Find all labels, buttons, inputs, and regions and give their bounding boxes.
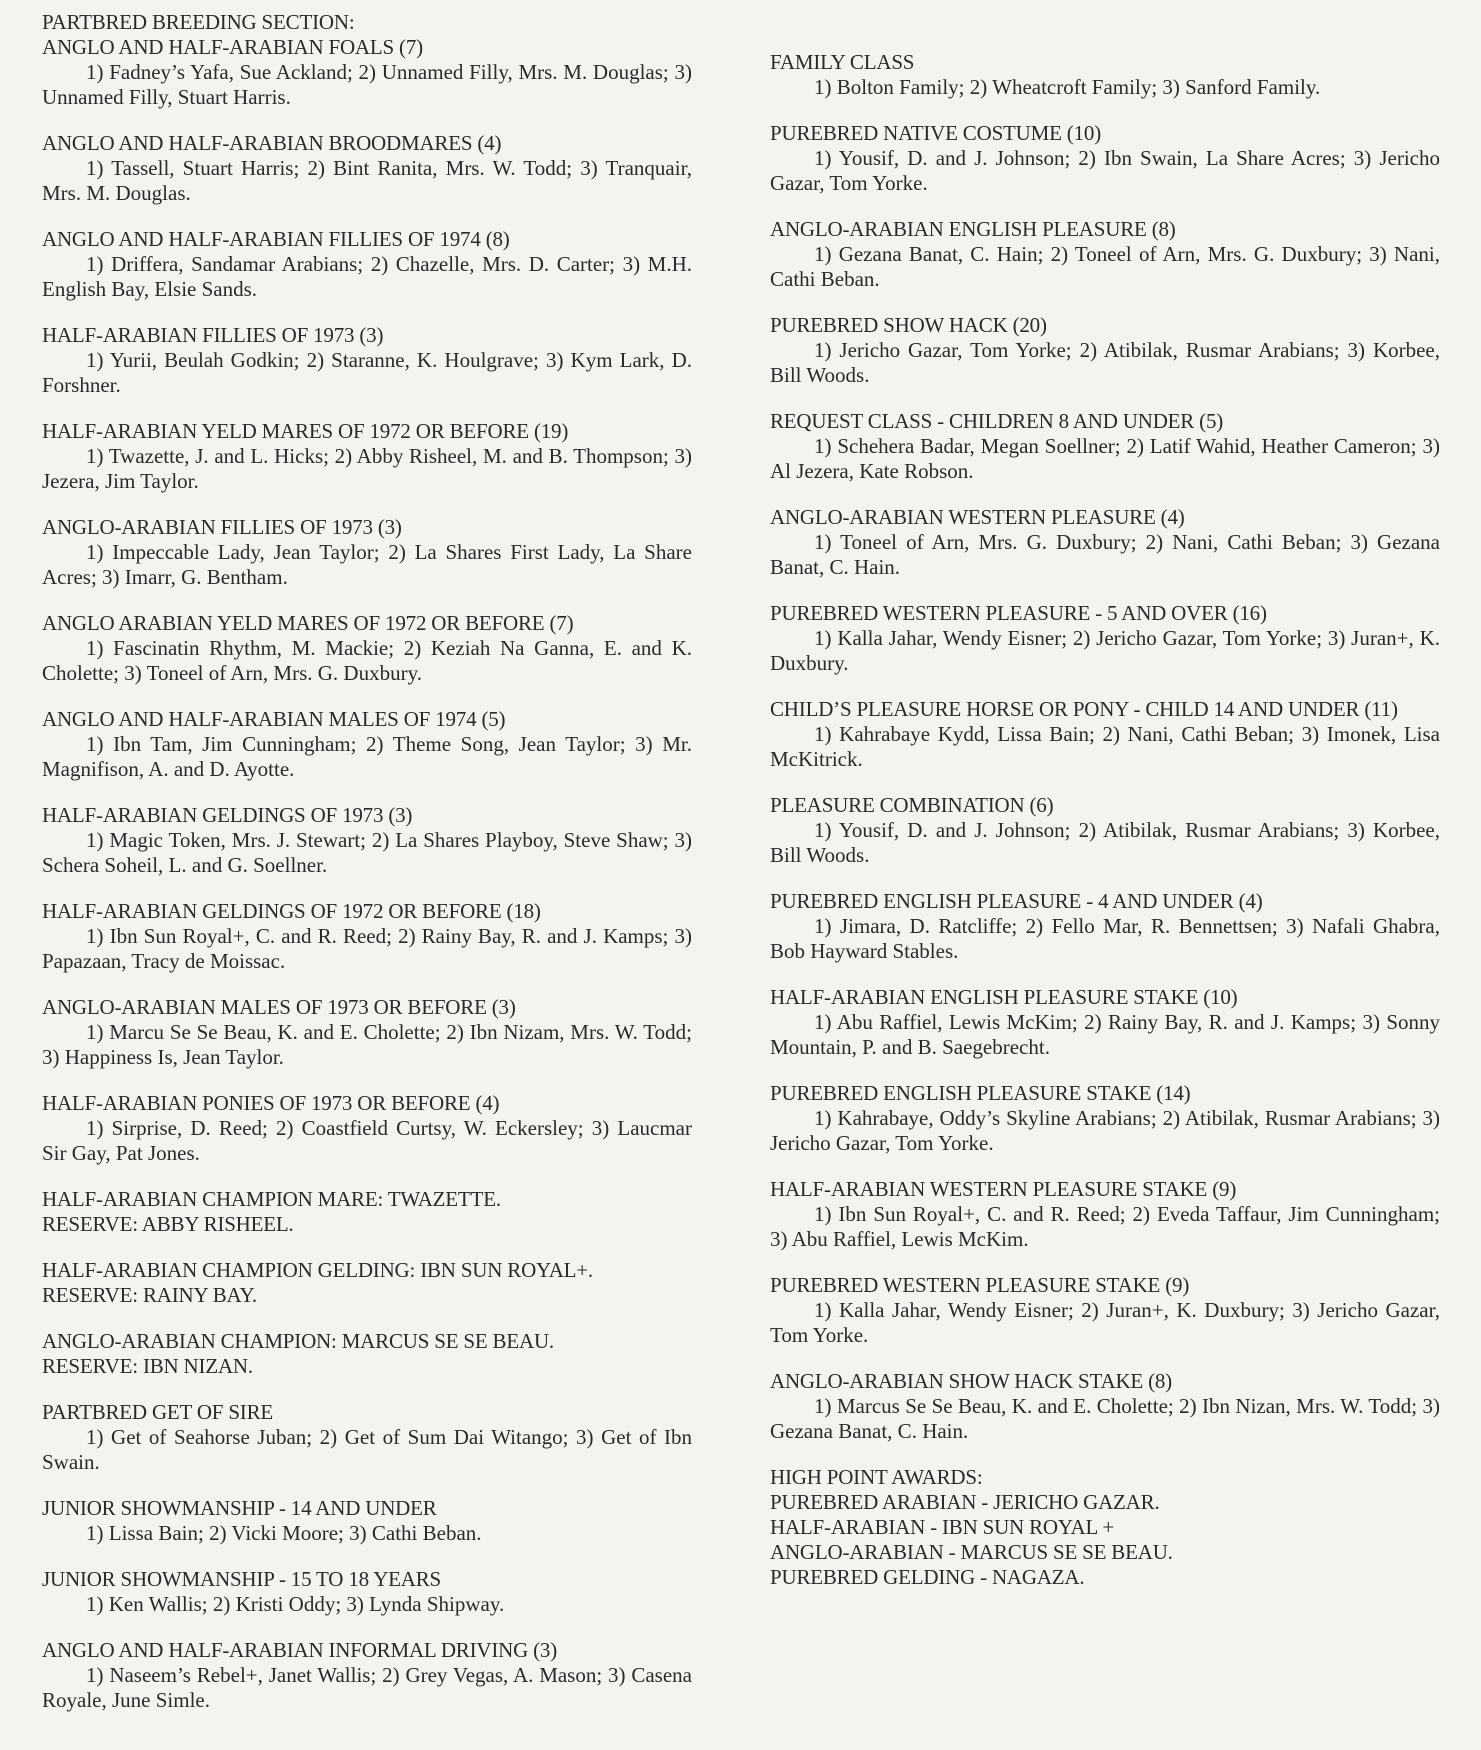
class-heading: HALF-ARABIAN PONIES OF 1973 OR BEFORE (4) [42,1091,500,1115]
placings-text: 1) Kahrabaye, Oddy’s Skyline Arabians; 2) Atibilak, Rusmar Arabians; 3) Jericho Gazar, Tom Yorke. [770,1106,1440,1155]
class-result-purebred-native-costume-10 [770,121,1440,196]
class-result-anglo-arabian-yeld-mares-of-1972-or-before-7 [42,611,692,686]
class-heading: ANGLO AND HALF-ARABIAN FILLIES OF 1974 (8) [42,227,510,251]
class-result-purebred-western-pleasure-stake-9 [770,1273,1440,1348]
class-heading: ANGLO-ARABIAN ENGLISH PLEASURE (8) [770,217,1176,241]
class-heading: PUREBRED WESTERN PLEASURE STAKE (9) [770,1273,1190,1297]
class-heading: FAMILY CLASS [770,50,915,74]
placings-text: 1) Kalla Jahar, Wendy Eisner; 2) Jericho Gazar, Tom Yorke; 3) Juran+, K. Duxbury. [770,626,1440,675]
placings-text: 1) Bolton Family; 2) Wheatcroft Family; 3) Sanford Family. [814,75,1321,99]
class-result-anglo-and-half-arabian-males-of-1974-5 [42,707,692,782]
class-result-half-arabian-geldings-of-1972-or-before-18 [42,899,692,974]
class-result-half-arabian-english-pleasure-stake-10 [770,985,1440,1060]
class-result-anglo-and-half-arabian-informal-driving-3 [42,1638,692,1713]
class-heading: CHILD’S PLEASURE HORSE OR PONY - CHILD 14 AND UNDER (11) [770,697,1398,721]
placings-text: 1) Sirprise, D. Reed; 2) Coastfield Curtsy, W. Eckersley; 3) Laucmar Sir Gay, Pat Jones. [42,1116,692,1165]
class-heading-line: RESERVE: IBN NIZAN. [42,1354,253,1378]
class-result-anglo-arabian-show-hack-stake-8 [770,1369,1440,1444]
class-result-pleasure-combination-6 [770,793,1440,868]
class-heading: JUNIOR SHOWMANSHIP - 15 TO 18 YEARS [42,1567,442,1591]
class-heading-line: ANGLO AND HALF-ARABIAN FOALS (7) [42,35,423,59]
placings-text: 1) Fadney’s Yafa, Sue Ackland; 2) Unnamed Filly, Mrs. M. Douglas; 3) Unnamed Filly, Stuart Harris. [42,60,692,109]
class-result-purebred-show-hack-20 [770,313,1440,388]
class-result-anglo-and-half-arabian-fillies-of-1974-8 [42,227,692,302]
class-heading: ANGLO-ARABIAN SHOW HACK STAKE (8) [770,1369,1172,1393]
class-result-family-class [770,50,1440,100]
class-heading: ANGLO-ARABIAN CHAMPION: MARCUS SE SE BEAU. [42,1329,554,1353]
placings-text: 1) Yurii, Beulah Godkin; 2) Staranne, K. Houlgrave; 3) Kym Lark, D. Forshner. [42,348,692,397]
placings-text: 1) Ibn Sun Royal+, C. and R. Reed; 2) Eveda Taffaur, Jim Cunningham; 3) Abu Raffiel, Lewis McKim. [770,1202,1440,1251]
placings-text: 1) Yousif, D. and J. Johnson; 2) Ibn Swain, La Share Acres; 3) Jericho Gazar, Tom Yorke. [770,146,1440,195]
class-result-half-arabian-fillies-of-1973-3 [42,323,692,398]
class-heading: HALF-ARABIAN CHAMPION GELDING: IBN SUN ROYAL+. [42,1258,593,1282]
class-result-anglo-arabian-western-pleasure-4 [770,505,1440,580]
class-heading-line: RESERVE: ABBY RISHEEL. [42,1212,294,1236]
class-result-reserve-ibn-nizan [42,1329,692,1379]
class-heading: ANGLO-ARABIAN MALES OF 1973 OR BEFORE (3) [42,995,516,1019]
class-heading: HALF-ARABIAN WESTERN PLEASURE STAKE (9) [770,1177,1237,1201]
placings-text: 1) Toneel of Arn, Mrs. G. Duxbury; 2) Nani, Cathi Beban; 3) Gezana Banat, C. Hain. [770,530,1440,579]
class-heading: JUNIOR SHOWMANSHIP - 14 AND UNDER [42,1496,437,1520]
class-result-purebred-english-pleasure-stake-14 [770,1081,1440,1156]
class-result-purebred-western-pleasure-5-and-over-16 [770,601,1440,676]
class-result-anglo-arabian-fillies-of-1973-3 [42,515,692,590]
class-heading: ANGLO-ARABIAN FILLIES OF 1973 (3) [42,515,402,539]
placings-text: 1) Get of Seahorse Juban; 2) Get of Sum Dai Witango; 3) Get of Ibn Swain. [42,1425,692,1474]
class-heading: HALF-ARABIAN GELDINGS OF 1972 OR BEFORE (18) [42,899,541,923]
placings-text: 1) Impeccable Lady, Jean Taylor; 2) La Shares First Lady, La Share Acres; 3) Imarr, G. Bentham. [42,540,692,589]
placings-text: 1) Kalla Jahar, Wendy Eisner; 2) Juran+, K. Duxbury; 3) Jericho Gazar, Tom Yorke. [770,1298,1440,1347]
class-heading-line: PUREBRED GELDING - NAGAZA. [770,1565,1085,1589]
class-result-junior-showmanship-14-and-under [42,1496,692,1546]
class-result-junior-showmanship-15-to-18-years [42,1567,692,1617]
placings-text: 1) Twazette, J. and L. Hicks; 2) Abby Risheel, M. and B. Thompson; 3) Jezera, Jim Taylor. [42,444,692,493]
class-result-half-arabian-yeld-mares-of-1972-or-before-19 [42,419,692,494]
placings-text: 1) Schehera Badar, Megan Soellner; 2) Latif Wahid, Heather Cameron; 3) Al Jezera, Kate Robson. [770,434,1440,483]
placings-text: 1) Ibn Tam, Jim Cunningham; 2) Theme Song, Jean Taylor; 3) Mr. Magnifison, A. and D. Ayotte. [42,732,692,781]
class-result-purebred-english-pleasure-4-and-under-4 [770,889,1440,964]
class-result-request-class-children-8-and-under-5 [770,409,1440,484]
placings-text: 1) Lissa Bain; 2) Vicki Moore; 3) Cathi Beban. [86,1521,482,1545]
class-result-reserve-abby-risheel [42,1187,692,1237]
class-result-purebred-gelding-nagaza [770,1465,1440,1590]
class-result-half-arabian-geldings-of-1973-3 [42,803,692,878]
class-result-half-arabian-ponies-of-1973-or-before-4 [42,1091,692,1166]
class-heading: PUREBRED ENGLISH PLEASURE - 4 AND UNDER (4) [770,889,1263,913]
class-heading: HIGH POINT AWARDS: [770,1465,983,1489]
class-heading: ANGLO ARABIAN YELD MARES OF 1972 OR BEFORE (7) [42,611,574,635]
class-result-reserve-rainy-bay [42,1258,692,1308]
class-result-partbred-get-of-sire [42,1400,692,1475]
class-heading: PLEASURE COMBINATION (6) [770,793,1054,817]
class-heading: ANGLO AND HALF-ARABIAN BROODMARES (4) [42,131,502,155]
class-heading: PUREBRED NATIVE COSTUME (10) [770,121,1101,145]
placings-text: 1) Magic Token, Mrs. J. Stewart; 2) La Shares Playboy, Steve Shaw; 3) Schera Soheil, L. and G. Soellner. [42,828,692,877]
placings-text: 1) Tassell, Stuart Harris; 2) Bint Ranita, Mrs. W. Todd; 3) Tranquair, Mrs. M. Douglas. [42,156,692,205]
placings-text: 1) Yousif, D. and J. Johnson; 2) Atibilak, Rusmar Arabians; 3) Korbee, Bill Woods. [770,818,1440,867]
class-heading: PUREBRED ENGLISH PLEASURE STAKE (14) [770,1081,1191,1105]
placings-text: 1) Marcu Se Se Beau, K. and E. Cholette; 2) Ibn Nizam, Mrs. W. Todd; 3) Happiness Is, Jean Taylor. [42,1020,692,1069]
class-result-anglo-and-half-arabian-broodmares-4 [42,131,692,206]
right-column [770,50,1440,1611]
class-heading: PUREBRED WESTERN PLEASURE - 5 AND OVER (16) [770,601,1267,625]
class-heading-line: ANGLO-ARABIAN - MARCUS SE SE BEAU. [770,1540,1173,1564]
class-heading: PUREBRED SHOW HACK (20) [770,313,1047,337]
placings-text: 1) Abu Raffiel, Lewis McKim; 2) Rainy Bay, R. and J. Kamps; 3) Sonny Mountain, P. and B. Saegebrecht. [770,1010,1440,1059]
class-result-anglo-arabian-males-of-1973-or-before-3 [42,995,692,1070]
placings-text: 1) Fascinatin Rhythm, M. Mackie; 2) Keziah Na Ganna, E. and K. Cholette; 3) Toneel of Arn, Mrs. G. Duxbury. [42,636,692,685]
class-result-anglo-and-half-arabian-foals-7 [42,10,692,110]
left-column [42,10,692,1734]
class-heading: ANGLO AND HALF-ARABIAN INFORMAL DRIVING (3) [42,1638,558,1662]
class-heading-line: PUREBRED ARABIAN - JERICHO GAZAR. [770,1490,1160,1514]
class-result-child-s-pleasure-horse-or-pony-child-14-and-under- [770,697,1440,772]
class-heading-line: HALF-ARABIAN - IBN SUN ROYAL + [770,1515,1114,1539]
class-heading: HALF-ARABIAN FILLIES OF 1973 (3) [42,323,384,347]
placings-text: 1) Gezana Banat, C. Hain; 2) Toneel of Arn, Mrs. G. Duxbury; 3) Nani, Cathi Beban. [770,242,1440,291]
class-heading: HALF-ARABIAN YELD MARES OF 1972 OR BEFORE (19) [42,419,569,443]
placings-text: 1) Jimara, D. Ratcliffe; 2) Fello Mar, R. Bennettsen; 3) Nafali Ghabra, Bob Hayward Stables. [770,914,1440,963]
class-heading-line: RESERVE: RAINY BAY. [42,1283,257,1307]
class-heading: HALF-ARABIAN CHAMPION MARE: TWAZETTE. [42,1187,501,1211]
class-heading: PARTBRED GET OF SIRE [42,1400,274,1424]
class-result-anglo-arabian-english-pleasure-8 [770,217,1440,292]
class-heading: ANGLO AND HALF-ARABIAN MALES OF 1974 (5) [42,707,506,731]
class-heading: HALF-ARABIAN ENGLISH PLEASURE STAKE (10) [770,985,1238,1009]
placings-text: 1) Driffera, Sandamar Arabians; 2) Chazelle, Mrs. D. Carter; 3) M.H. English Bay, Elsie Sands. [42,252,692,301]
class-heading: PARTBRED BREEDING SECTION: [42,10,355,34]
placings-text: 1) Jericho Gazar, Tom Yorke; 2) Atibilak, Rusmar Arabians; 3) Korbee, Bill Woods. [770,338,1440,387]
class-heading: REQUEST CLASS - CHILDREN 8 AND UNDER (5) [770,409,1224,433]
placings-text: 1) Naseem’s Rebel+, Janet Wallis; 2) Grey Vegas, A. Mason; 3) Casena Royale, June Simle. [42,1663,692,1712]
class-result-half-arabian-western-pleasure-stake-9 [770,1177,1440,1252]
placings-text: 1) Marcus Se Se Beau, K. and E. Cholette; 2) Ibn Nizan, Mrs. W. Todd; 3) Gezana Banat, C. Hain. [770,1394,1440,1443]
class-heading: HALF-ARABIAN GELDINGS OF 1973 (3) [42,803,413,827]
class-heading: ANGLO-ARABIAN WESTERN PLEASURE (4) [770,505,1185,529]
placings-text: 1) Ibn Sun Royal+, C. and R. Reed; 2) Rainy Bay, R. and J. Kamps; 3) Papazaan, Tracy de Moissac. [42,924,692,973]
placings-text: 1) Kahrabaye Kydd, Lissa Bain; 2) Nani, Cathi Beban; 3) Imonek, Lisa McKitrick. [770,722,1440,771]
placings-text: 1) Ken Wallis; 2) Kristi Oddy; 3) Lynda Shipway. [86,1592,505,1616]
